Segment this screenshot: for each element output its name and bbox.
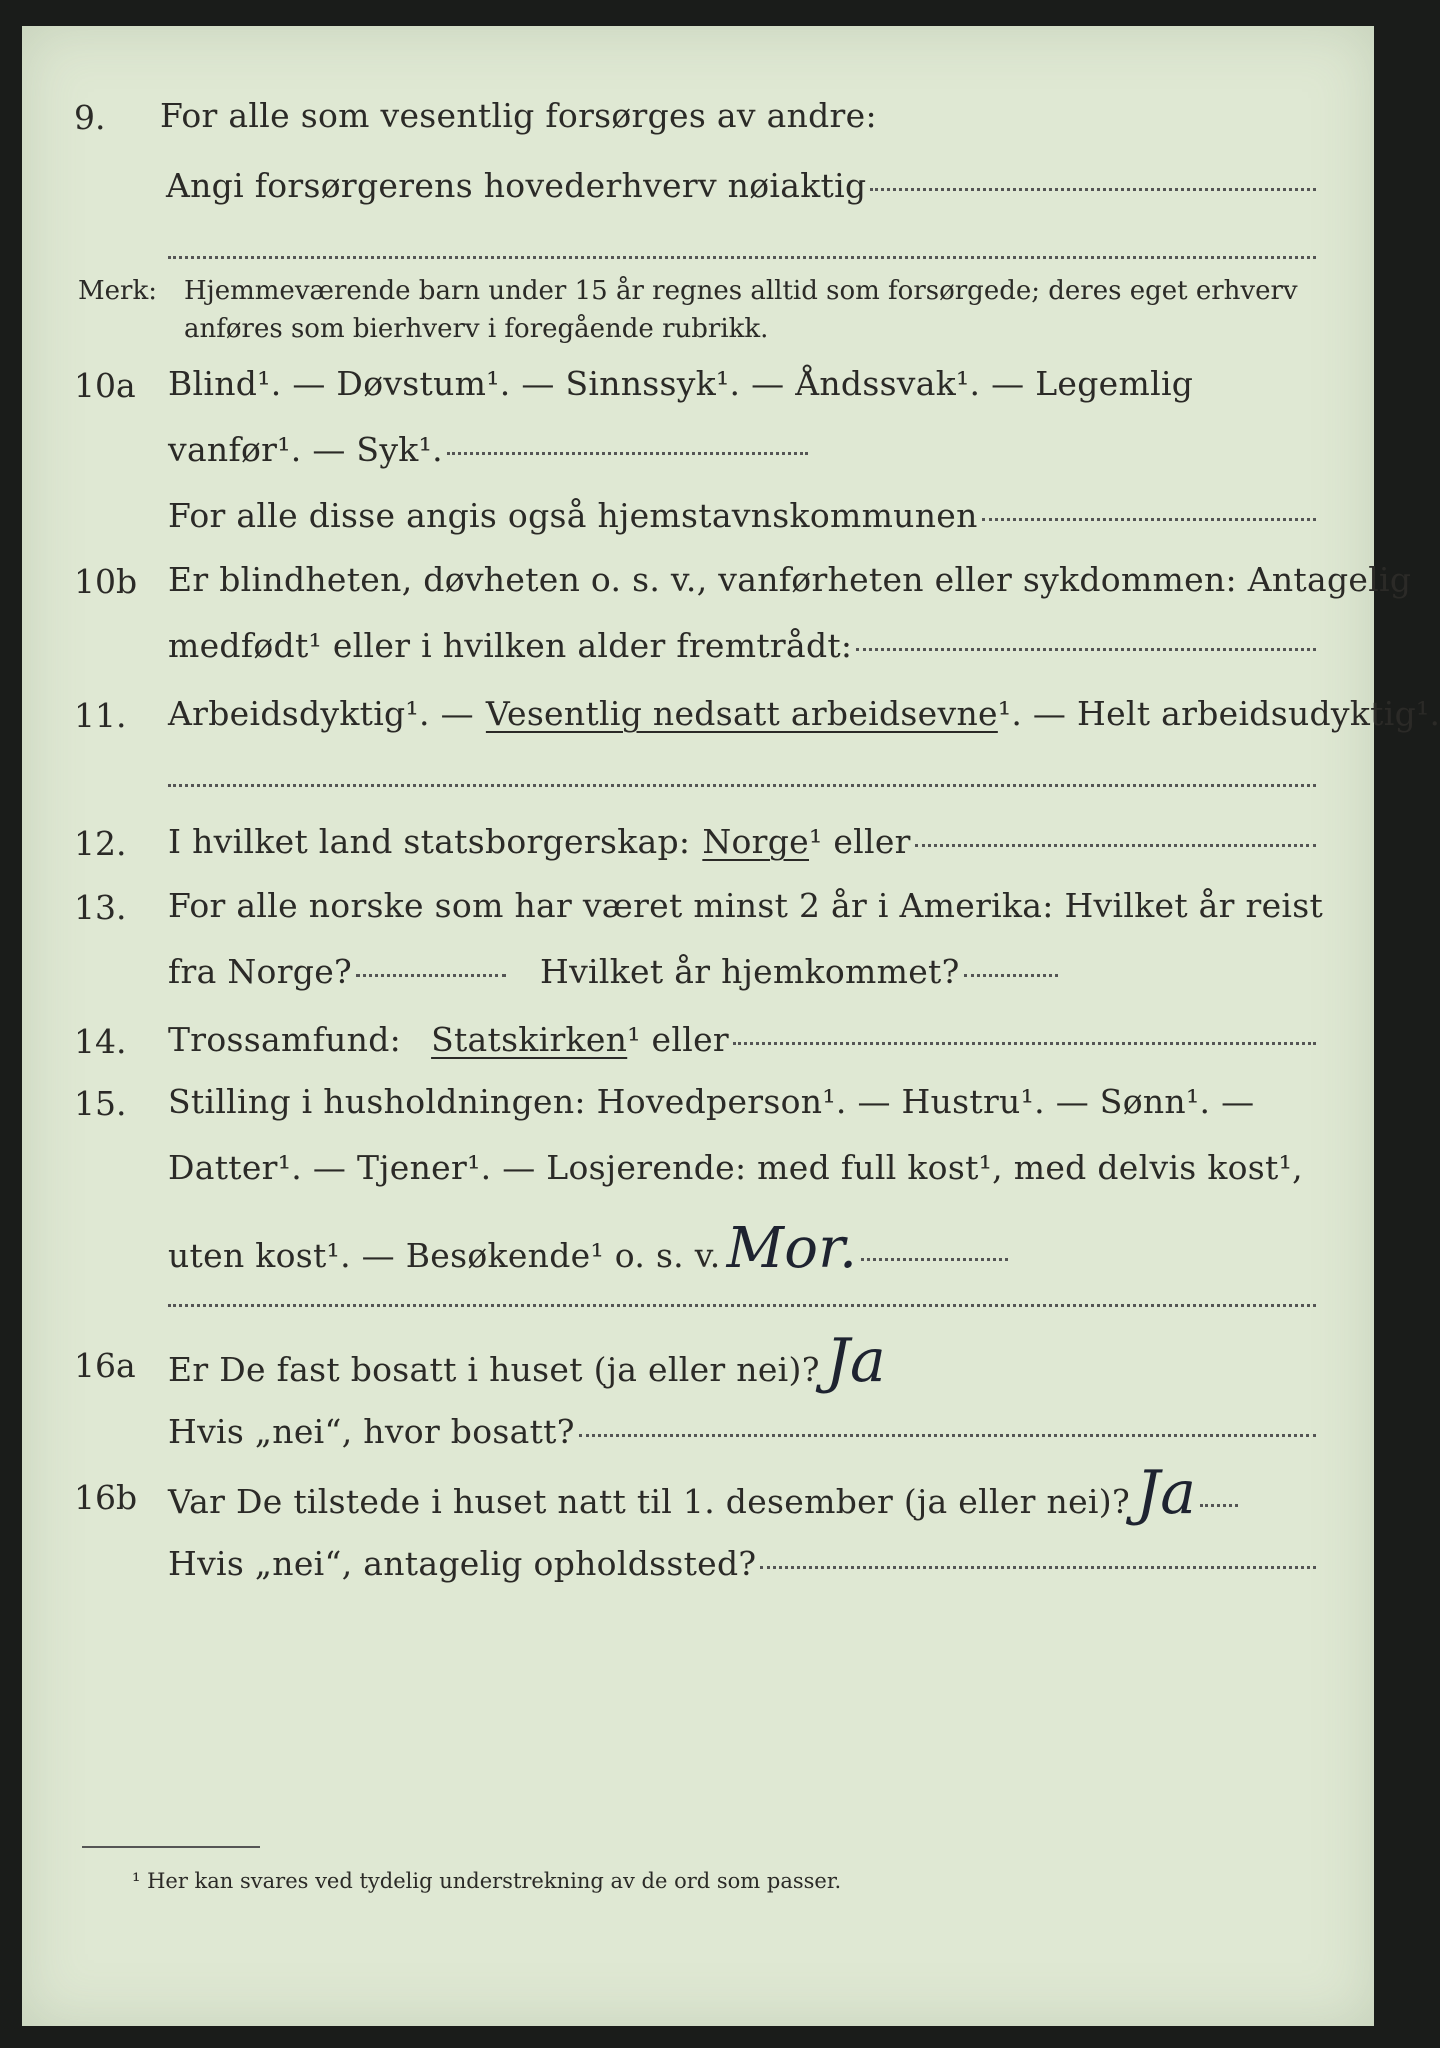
q10a-line2 [168,430,808,469]
q10a-hjemstavn-field[interactable] [982,518,1316,521]
q16b-line2-text: Hvis „nei“, antagelig opholdssted? [168,1544,757,1583]
q15-line3 [168,1216,1008,1281]
q12-number: 12. [74,824,127,863]
q15-number: 15. [74,1084,127,1123]
q11-option-udyktig: ¹. — Helt arbeidsudyktig¹. [997,694,1440,733]
q12-text: I hvilket land statsborgerskap: [168,822,691,861]
q9-answer-field[interactable] [870,188,1316,191]
q15-extra-line[interactable] [168,1304,1316,1307]
q14-number: 14. [74,1022,127,1061]
q10b-line2-text: medfødt¹ eller i hvilken alder fremtrådt: [168,626,853,665]
q16b-handwritten-answer: Ja [1135,1458,1197,1528]
q13-line2 [168,952,1058,991]
q11-extra-line[interactable] [168,784,1316,787]
q12-line [168,822,1316,861]
q11-number: 11. [74,696,127,735]
q16b-line1 [168,1458,1238,1528]
merk-text-2: anføres som bierhverv i foregående rubrikk. [184,314,769,344]
q16b-line2 [168,1544,1316,1583]
q16b-number: 16b [74,1478,138,1517]
q9-title: For alle som vesentlig forsørges av andre: [160,96,877,135]
q13-hjemkommet-label: Hvilket år hjemkommet? [540,952,960,991]
footnote: ¹ Her kan svares ved tydelig understrekning av de ord som passer. [132,1869,842,1893]
q12-option-norge-underlined: Norge [702,822,809,861]
q15-handwritten-answer: Mor. [726,1216,858,1281]
q15-line3-text: uten kost¹. — Besøkende¹ o. s. v. [168,1236,721,1275]
q14-option-statskirken-underlined: Statskirken [431,1020,628,1059]
q16a-line2 [168,1412,1316,1451]
q16a-handwritten-answer: Ja [825,1326,887,1396]
q16a-bosatt-field[interactable] [579,1434,1316,1437]
q9-line-text: Angi forsørgerens hovederhverv nøiaktig [166,166,867,205]
q10a-line1: Blind¹. — Døvstum¹. — Sinnssyk¹. — Åndssvak¹. — Legemlig [168,364,1194,403]
q12-other-field[interactable] [915,844,1316,847]
q9-line [166,166,1316,205]
census-form-page [22,26,1440,2026]
q10b-line1: Er blindheten, døvheten o. s. v., vanførheten eller sykdommen: Antagelig [168,560,1412,599]
footnote-rule [82,1846,260,1848]
q10a-number: 10a [74,366,136,405]
q13-hjemkommet-field[interactable] [964,974,1058,977]
q9-extra-line[interactable] [168,256,1316,259]
q11-option-arbeidsdyktig: Arbeidsdyktig¹. — [168,694,474,733]
q10b-line2 [168,626,1316,665]
q16a-number: 16a [74,1346,136,1385]
q13-number: 13. [74,888,127,927]
q16a-line2-text: Hvis „nei“, hvor bosatt? [168,1412,575,1451]
q11-option-nedsatt-underlined: Vesentlig nedsatt arbeidsevne [485,694,998,733]
q10b-alder-field[interactable] [856,648,1316,651]
q13-line1: For alle norske som har været minst 2 år i Amerika: Hvilket år reist [168,886,1324,925]
q14-label: Trossamfund: [168,1020,402,1059]
q10a-line2-text: vanfør¹. — Syk¹. [168,430,443,469]
q15-line1: Stilling i husholdningen: Hovedperson¹. — Hustru¹. — Sønn¹. — [168,1082,1255,1121]
q16a-line1 [168,1326,886,1396]
q16b-answer-field[interactable] [1200,1504,1238,1507]
q12-eller: ¹ eller [809,822,911,861]
q10a-line3 [168,496,1316,535]
q10a-line3-text: For alle disse angis også hjemstavnskommunen [168,496,978,535]
q16b-opholdssted-field[interactable] [760,1566,1316,1569]
q10a-syk-field[interactable] [447,452,808,455]
q13-reist-field[interactable] [356,974,506,977]
q13-reist-label: fra Norge? [168,952,353,991]
merk-label: Merk: [78,276,157,306]
merk-text-1: Hjemmeværende barn under 15 år regnes alltid som forsørgede; deres eget erhverv [184,276,1298,306]
q14-other-field[interactable] [733,1042,1316,1045]
q14-eller: ¹ eller [627,1020,729,1059]
q11-line [168,694,1440,733]
q15-line2: Datter¹. — Tjener¹. — Losjerende: med full kost¹, med delvis kost¹, [168,1148,1303,1187]
q9-number: 9. [74,98,106,137]
q16b-line1-text: Var De tilstede i huset natt til 1. desember (ja eller nei)? [168,1482,1130,1521]
q10b-number: 10b [74,562,138,601]
q15-answer-field[interactable] [861,1258,1008,1261]
q16a-line1-text: Er De fast bosatt i huset (ja eller nei)? [168,1350,820,1389]
q14-line [168,1020,1316,1059]
